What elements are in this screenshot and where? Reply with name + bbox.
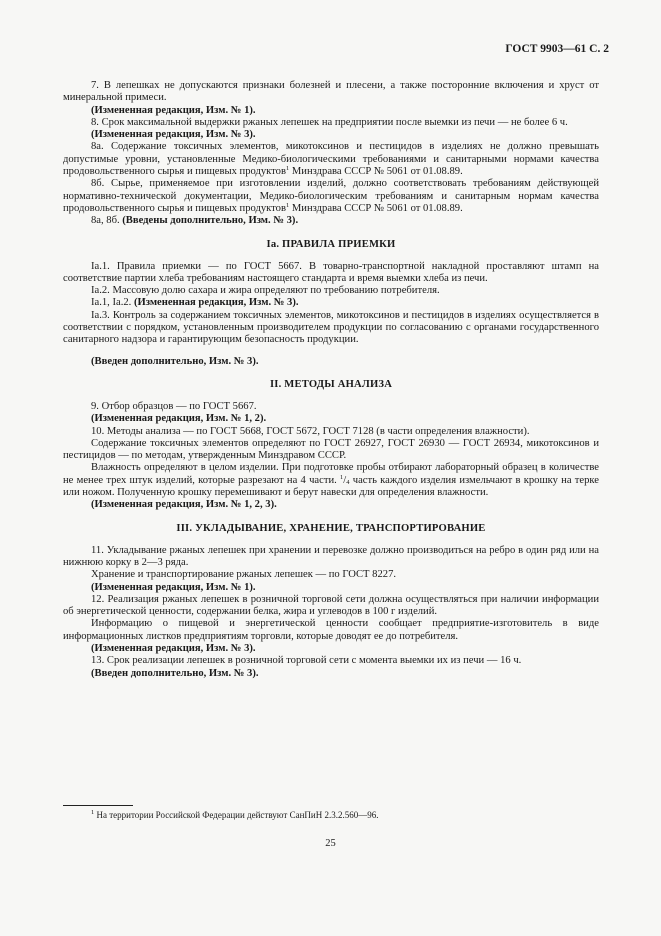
footnote: $^1$ На территории Российской Федерации действуют СанПиН 2.3.2.560—96. [91, 809, 379, 820]
clause-1a-1: Iа.1. Правила приемки — по ГОСТ 5667. В товарно-транспортной накладной проставляют штамп на соответствие партии хлеба требованиям настоящего стандарта и время выемки хлеба из печи. [63, 260, 599, 284]
clause-11: 11. Укладывание ржаных лепешек при хранении и перевозке должно производиться на ребро в один ряд или на нижнюю корку в 2—3 ряда. [63, 544, 599, 568]
clause-8: 8. Срок максимальной выдержки ржаных лепешек на предприятии после выемки из печи — не более 6 ч. [91, 116, 568, 128]
clause-13: 13. Срок реализации лепешек в розничной торговой сети с момента выемки их из печи — 16 ч. [91, 655, 522, 667]
amendment-note: (Измененная редакция, Изм. № 1, 2). [91, 413, 267, 425]
amendment-note: (Измененная редакция, Изм. № 3). [91, 129, 256, 141]
clause-12-info: Информацию о пищевой и энергетической ценности сообщает предприятие-изготовитель в виде информационных листков предприятиям торговли, которые доводят ее до потребителя. [63, 618, 599, 642]
page-number: 25 [325, 838, 336, 849]
clause-10-moisture: Влажность определяют в целом изделии. При подготовке пробы отбирают лабораторный образец в количестве не менее трех штук изделий, которые разрезают на 4 части. $^1/_4$ часть каждого изделия измельчают в крошку на терке или ножом. Полученную крошку перемешивают и берут навески для определения влажности. [63, 462, 599, 499]
amendment-note: (Измененная редакция, Изм. № 1). [91, 581, 256, 593]
section-title-storage: III. УКЛАДЫВАНИЕ, ХРАНЕНИЕ, ТРАНСПОРТИРОВАНИЕ [176, 522, 486, 534]
clause-10-toxic: Содержание токсичных элементов определяют по ГОСТ 26927, ГОСТ 26930 — ГОСТ 26934, микотоксинов и пестицидов — по методам, утвержденным Минздравом СССР. [63, 437, 599, 462]
section-title-acceptance: Iа. ПРАВИЛА ПРИЕМКИ [266, 238, 396, 250]
clause-1a-3: Iа.3. Контроль за содержанием токсичных элементов, микотоксинов и пестицидов в изделиях осуществляется в соответствии с порядком, установленным производителем продукции по согласованию с органами государственного санитарного надзора и гарантирующим безопасность продукции. [63, 309, 599, 346]
clause-8a-8b-note: 8а, 8б. (Введены дополнительно, Изм. № 3). [91, 215, 299, 227]
footnote-mark: 1 [91, 809, 95, 816]
footnote-ref: 1 [285, 201, 290, 209]
amendment-note: (Введен дополнительно, Изм. № 3). [91, 355, 259, 367]
document-body [63, 80, 599, 680]
footnote-divider [63, 805, 133, 806]
clause-1a-1-2-note: Iа.1, Iа.2. (Измененная редакция, Изм. № 3). [91, 297, 299, 309]
clause-10: 10. Методы анализа — по ГОСТ 5668, ГОСТ 5672, ГОСТ 7128 (в части определения влажности). [91, 425, 530, 437]
clause-9: 9. Отбор образцов — по ГОСТ 5667. [91, 400, 257, 412]
clause-8b: 8б. Сырье, применяемое при изготовлении изделий, должно соответствовать требованиям действующей нормативно-технической документации, Медико-биологическим требованиям и санитарным нормам качества продовольственного сырья и пищевых продуктов$^1$ Минздрава СССР № 5061 от 01.08.89. [63, 178, 599, 214]
footnote-ref: 1 [285, 165, 290, 173]
amendment-note: (Измененная редакция, Изм. № 1). [91, 104, 256, 116]
clause-8a: 8а. Содержание токсичных элементов, микотоксинов и пестицидов в изделиях не должно превышать допустимые уровни, установленные Медико-биологическими требованиями и санитарными нормами качества продовольственного сырья и пищевых продуктов$^1$ Минздрава СССР № 5061 от 01.08.89. [63, 141, 599, 178]
fraction-quarter: $^1/_4$ [340, 473, 350, 486]
clause-11-storage: Хранение и транспортирование ржаных лепешек — по ГОСТ 8227. [91, 569, 397, 581]
clause-7: 7. В лепешках не допускаются признаки болезней и плесени, а также посторонние включения и хруст от минеральной примеси. [63, 80, 599, 104]
clause-12: 12. Реализация ржаных лепешек в розничной торговой сети должна осуществляться при наличии информации об энергетической ценности, содержании белка, жира и углеводов в 100 г изделий. [63, 593, 599, 618]
amendment-note: (Введен дополнительно, Изм. № 3). [91, 667, 259, 679]
page-header: ГОСТ 9903—61 С. 2 [505, 43, 609, 55]
clause-1a-2: Iа.2. Массовую долю сахара и жира определяют по требованию потребителя. [91, 285, 440, 297]
amendment-note: (Измененная редакция, Изм. № 3). [91, 642, 256, 654]
section-title-methods: II. МЕТОДЫ АНАЛИЗА [269, 378, 393, 390]
amendment-note: (Измененная редакция, Изм. № 1, 2, 3). [91, 499, 277, 511]
